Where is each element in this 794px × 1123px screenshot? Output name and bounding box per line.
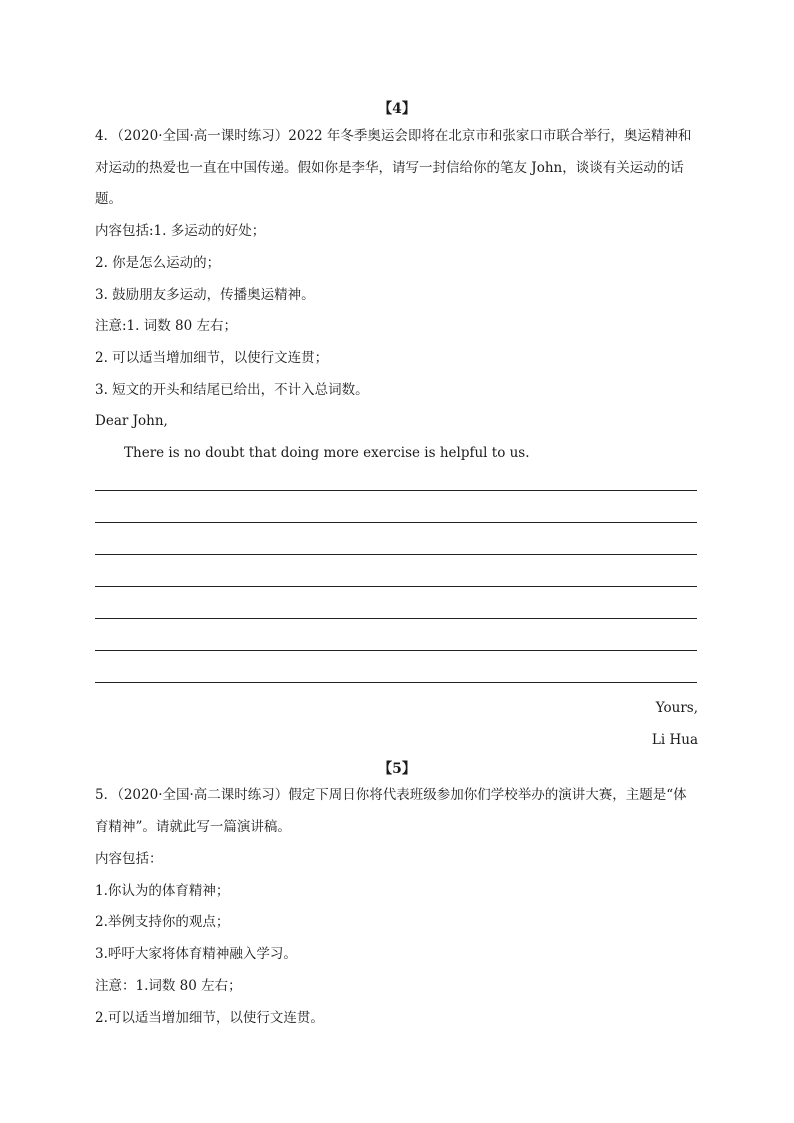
answer-line <box>95 490 697 491</box>
question-4-line-3: 题。 <box>95 191 122 207</box>
answer-line <box>95 554 697 555</box>
question-4-note-2: 2. 可以适当增加细节，以使行文连贯； <box>95 350 329 366</box>
letter-closing: Yours, <box>655 700 698 716</box>
question-5-note-1: 注意：1.词数 80 左右； <box>95 978 242 994</box>
question-4-note-1: 注意:1. 词数 80 左右； <box>95 318 237 334</box>
question-5-line-2: 育精神”。请就此写一篇演讲稿。 <box>95 819 291 835</box>
question-4-content-2: 2. 你是怎么运动的； <box>95 255 221 271</box>
section-5-heading: 【5】 <box>378 761 416 777</box>
section-4-heading: 【4】 <box>378 101 416 117</box>
answer-line <box>95 586 697 587</box>
question-4-content-3: 3. 鼓励朋友多运动，传播奥运精神。 <box>95 287 315 303</box>
question-5-content-2: 2.举例支持你的观点； <box>95 914 230 930</box>
question-4-content-intro: 内容包括:1. 多运动的好处； <box>95 223 266 239</box>
question-5-line-1: 5．（2020·全国·高二课时练习）假定下周日你将代表班级参加你们学校举办的演讲大赛，主题是“体 <box>95 787 687 803</box>
question-5-note-2: 2.可以适当增加细节，以使行文连贯。 <box>95 1010 324 1026</box>
letter-salutation: Dear John, <box>95 413 168 429</box>
question-5-content-1: 1.你认为的体育精神； <box>95 883 230 899</box>
answer-line <box>95 682 697 683</box>
answer-line <box>95 650 697 651</box>
question-4-line-1: 4．（2020·全国·高一课时练习）2022 年冬季奥运会即将在北京市和张家口市联合举行，奥运精神和 <box>95 128 692 144</box>
answer-line <box>95 522 697 523</box>
question-4-note-3: 3. 短文的开头和结尾已给出，不计入总词数。 <box>95 382 369 398</box>
letter-opening-sentence: There is no doubt that doing more exercise is helpful to us. <box>124 445 530 461</box>
question-4-line-2: 对运动的热爱也一直在中国传递。假如你是李华，请写一封信给你的笔友 John，谈谈有关运动的话 <box>95 160 684 176</box>
answer-line <box>95 618 697 619</box>
letter-signature: Li Hua <box>651 732 698 748</box>
question-5-content-3: 3.呼吁大家将体育精神融入学习。 <box>95 946 297 962</box>
question-5-content-intro: 内容包括： <box>95 851 163 867</box>
